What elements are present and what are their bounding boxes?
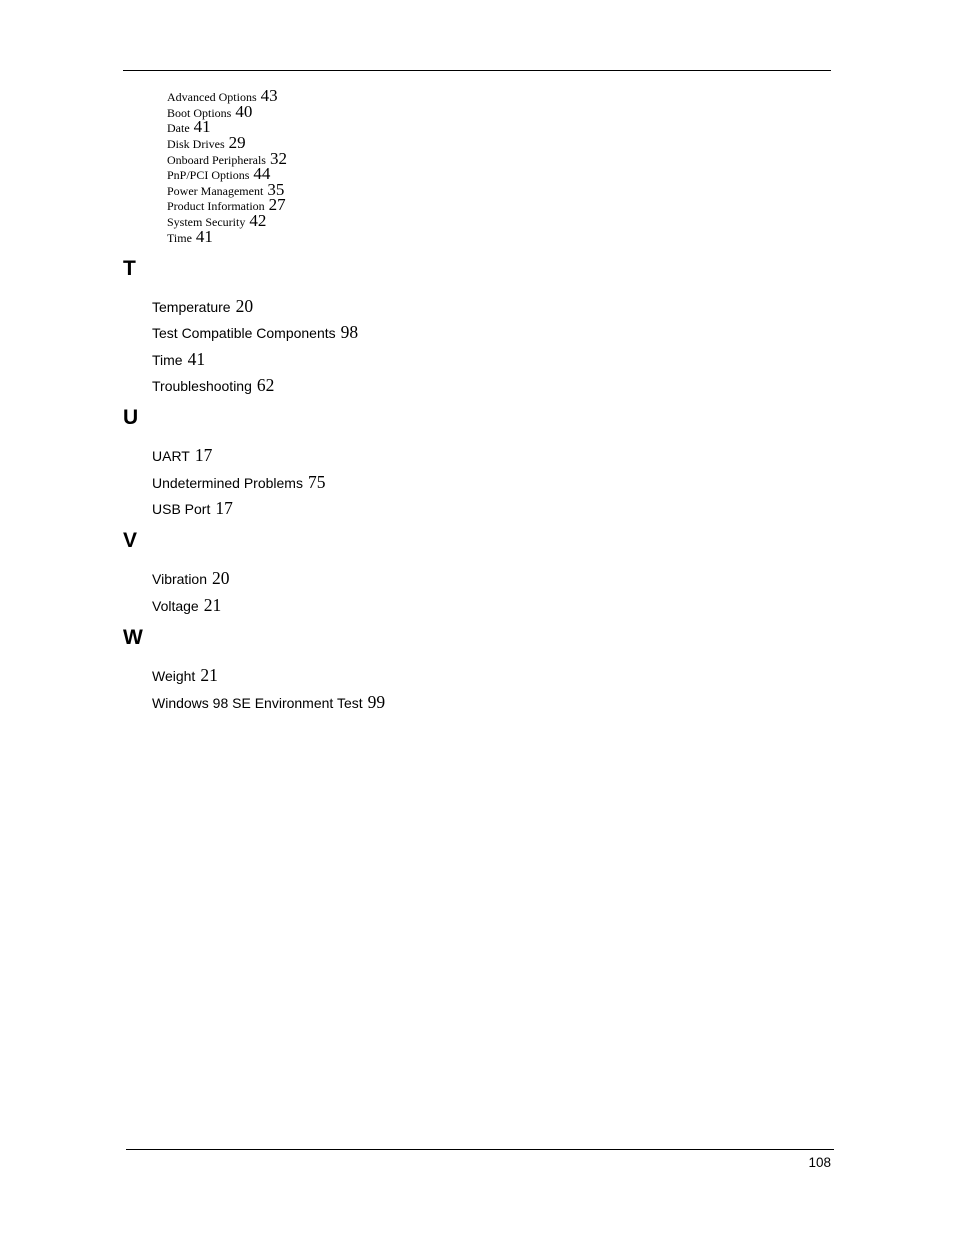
index-entry[interactable]: [152, 322, 358, 344]
entry-page-number: 41: [187, 349, 206, 369]
subentry-page-number: 41: [195, 226, 213, 246]
index-entry[interactable]: [152, 595, 221, 617]
subentry-page-number: 41: [193, 117, 211, 137]
subentry-page-number: 35: [267, 179, 285, 199]
entry-page-number: 21: [203, 595, 222, 615]
index-entry[interactable]: [152, 568, 230, 590]
entry-label: Troubleshooting: [152, 378, 252, 394]
index-subentry[interactable]: [167, 132, 287, 152]
entry-label: Weight: [152, 668, 196, 684]
entry-label: Voltage: [152, 598, 199, 614]
entry-label: Windows 98 SE Environment Test: [152, 695, 363, 711]
entry-label: Time: [152, 352, 183, 368]
entry-label: UART: [152, 448, 190, 464]
subentry-page-number: 42: [249, 211, 267, 231]
subentry-label: System Security: [167, 215, 246, 230]
index-entry[interactable]: [152, 296, 253, 318]
subentry-page-number: 32: [269, 148, 287, 168]
entry-label: Undetermined Problems: [152, 475, 303, 491]
subentry-label: Advanced Options: [167, 90, 257, 104]
entry-page-number: 98: [340, 322, 359, 342]
entry-page-number: 75: [307, 472, 326, 492]
header-rule: [123, 70, 831, 71]
subentry-page-number: 29: [228, 132, 246, 152]
section-letter-u: U: [123, 406, 139, 429]
setup-subentry-list: [167, 88, 287, 244]
section-letter-t: T: [123, 257, 136, 280]
subentry-page-number: 40: [235, 101, 253, 121]
index-subentry[interactable]: [167, 88, 287, 104]
subentry-label: Product Information: [167, 199, 265, 214]
index-entry[interactable]: [152, 349, 205, 371]
subentry-page-number: 43: [260, 86, 278, 105]
subentry-label: Date: [167, 121, 190, 136]
entry-page-number: 20: [212, 568, 230, 588]
entry-label: Temperature: [152, 299, 231, 315]
entry-page-number: 99: [367, 692, 386, 712]
page-number: 108: [808, 1155, 831, 1170]
index-entry[interactable]: [152, 472, 325, 494]
entry-page-number: 20: [235, 296, 254, 316]
subentry-label: Power Management: [167, 183, 264, 198]
entry-page-number: 21: [200, 665, 218, 685]
subentry-label: Boot Options: [167, 105, 232, 120]
subentry-label: Time: [167, 230, 192, 245]
index-subentry[interactable]: [167, 213, 287, 229]
subentry-page-number: 44: [253, 164, 271, 184]
footer-rule: [126, 1149, 834, 1150]
index-subentry[interactable]: [167, 197, 287, 213]
entry-label: Vibration: [152, 571, 208, 587]
index-entry[interactable]: [152, 445, 212, 467]
subentry-label: PnP/PCI Options: [167, 168, 250, 183]
index-entry[interactable]: [152, 692, 385, 714]
index-subentry[interactable]: [167, 226, 287, 246]
subentry-label: Disk Drives: [167, 136, 225, 151]
section-letter-v: V: [123, 529, 138, 552]
index-subentry[interactable]: [167, 101, 287, 121]
subentry-label: Onboard Peripherals: [167, 152, 266, 167]
index-entry[interactable]: [152, 665, 218, 687]
entry-label: USB Port: [152, 501, 211, 517]
entry-label: Test Compatible Components: [152, 325, 336, 341]
entry-page-number: 17: [194, 445, 213, 465]
entry-page-number: 62: [256, 375, 275, 395]
index-entry[interactable]: [152, 498, 233, 520]
subentry-page-number: 27: [268, 195, 286, 215]
index-entry[interactable]: [152, 375, 274, 397]
index-subentry[interactable]: [167, 119, 287, 135]
entry-page-number: 17: [215, 498, 233, 518]
section-letter-w: W: [123, 626, 143, 649]
